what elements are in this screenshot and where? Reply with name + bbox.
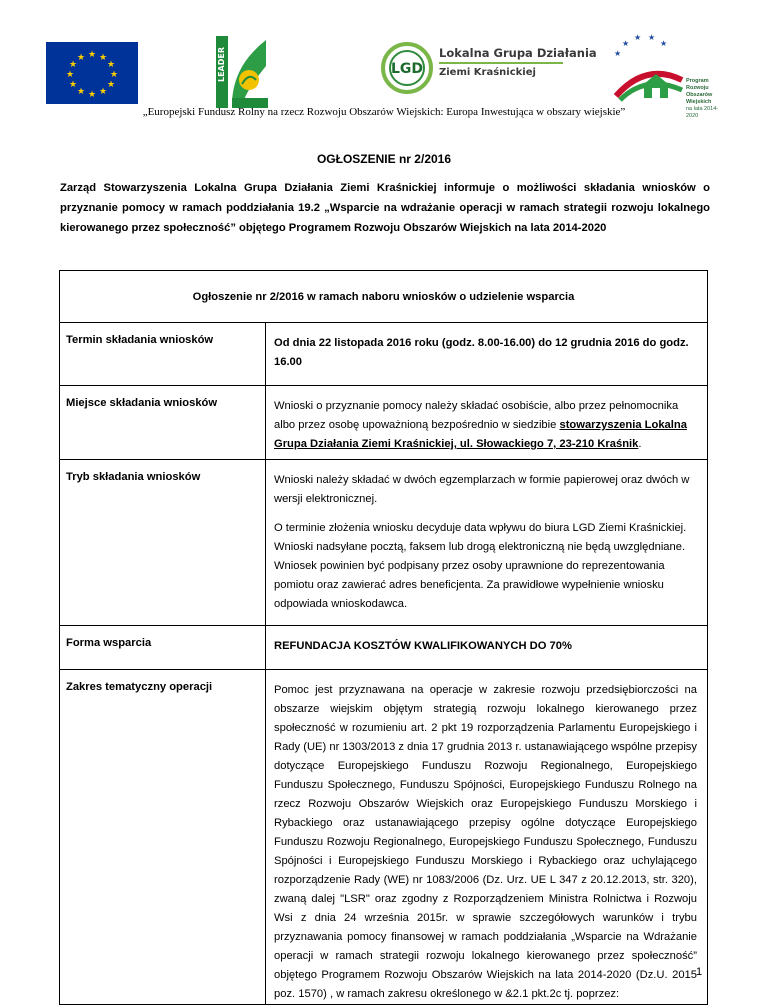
svg-text:★: ★ bbox=[76, 87, 86, 97]
svg-text:★: ★ bbox=[634, 34, 642, 42]
table-row bbox=[60, 271, 708, 323]
announcement-title: OGŁOSZENIE nr 2/2016 bbox=[316, 152, 452, 166]
call-details-table bbox=[59, 270, 708, 1005]
prow-logo bbox=[606, 34, 722, 119]
tryb-paragraph-2: O terminie złożenia wniosku decyduje data wpływu do biura LGD Ziemi Kraśnickiej. Wnioski nadsyłane pocztą, faksem lub drogą elektroniczną nie będą uwzględniane. Wniosek powinien być podpisany przez osoby uprawnione do reprezentowania pomiotu oraz zawierać adres beneficjenta. Za prawidłowe wypełnienie wniosku odpowiada wnioskodawca. bbox=[274, 522, 687, 610]
lgd-name-line1: Lokalna Grupa Działania bbox=[439, 46, 597, 60]
svg-text:★: ★ bbox=[106, 80, 116, 90]
svg-text:★: ★ bbox=[106, 60, 116, 70]
svg-text:★: ★ bbox=[68, 60, 78, 70]
leader-logo bbox=[216, 36, 268, 108]
svg-text:★: ★ bbox=[622, 39, 630, 48]
prow-text: Program Rozwoju Obszarów Wiejskich na lata 2014-2020 bbox=[686, 78, 719, 119]
prow-emblem-icon bbox=[606, 34, 686, 106]
lgd-divider bbox=[439, 62, 563, 64]
tryb-value bbox=[266, 460, 708, 626]
intro-paragraph: Zarząd Stowarzyszenia Lokalna Grupa Działania Ziemi Kraśnickiej informuje o możliwości składania wniosków o przyznanie pomocy w ramach poddziałania 19.2 „Wsparcie na wdrażanie operacji w ramach strategii rozwoju lokalnego kierowanego przez społeczność” objętego Programem Rozwoju Obszarów Wiejskich na lata 2014-2020 bbox=[60, 182, 710, 234]
svg-text:★: ★ bbox=[98, 87, 108, 97]
termin-value: Od dnia 22 listopada 2016 roku (godz. 8.00-16.00) do 12 grudnia 2016 do godz. 16.00 bbox=[266, 323, 708, 386]
eu-flag-logo bbox=[46, 42, 138, 104]
svg-text:★: ★ bbox=[614, 49, 622, 58]
forma-value: REFUNDACJA KOSZTÓW KWALIFIKOWANYCH DO 70% bbox=[266, 626, 708, 670]
miejsce-label: Miejsce składania wniosków bbox=[60, 386, 266, 460]
svg-text:★: ★ bbox=[87, 90, 97, 100]
leader-logo-text: LEADER bbox=[217, 46, 226, 82]
table-row bbox=[60, 460, 708, 626]
office-address-link: stowarzyszenia Lokalna Grupa Działania Ziemi Kraśnickiej, ul. Słowackiego 7, 23-210 Kraśnik bbox=[274, 419, 687, 450]
svg-text:★: ★ bbox=[98, 53, 108, 63]
svg-text:★: ★ bbox=[648, 34, 656, 42]
miejsce-value: Wnioski o przyznanie pomocy należy składać osobiście, albo przez pełnomocnika albo przez osobę upoważnioną bezpośrednio w siedzibie stowarzyszenia Lokalna Grupa Działania Ziemi Kraśnickiej, ul. Słowackiego 7, 23-210 Kraśnik. bbox=[266, 386, 708, 460]
svg-text:★: ★ bbox=[65, 70, 75, 80]
lgd-emblem-icon bbox=[381, 42, 433, 94]
table-row bbox=[60, 386, 708, 460]
lgd-name-line2: Ziemi Kraśnickiej bbox=[439, 67, 536, 78]
termin-label: Termin składania wniosków bbox=[60, 323, 266, 386]
table-row bbox=[60, 626, 708, 670]
forma-label: Forma wsparcia bbox=[60, 626, 266, 670]
table-header: Ogłoszenie nr 2/2016 w ramach naboru wniosków o udzielenie wsparcia bbox=[60, 271, 708, 323]
svg-text:★: ★ bbox=[109, 70, 119, 80]
svg-text:★: ★ bbox=[76, 53, 86, 63]
page-number: 1 bbox=[696, 966, 703, 978]
motto: „Europejski Fundusz Rolny na rzecz Rozwoju Obszarów Wiejskich: Europa Inwestująca w obszary wiejskie” bbox=[142, 106, 626, 118]
zakres-value: Pomoc jest przyznawana na operacje w zakresie rozwoju przedsiębiorczości na obszarze wiejskim objętym strategią rozwoju lokalnego kierowanego przez społeczność w rozumieniu art. 2 pkt 19 rozporządzenia Parlamentu Europejskiego i Rady (UE) nr 1303/2013 z dnia 17 grudnia 2013 r. ustanawiającego wspólne przepisy dotyczące Europejskiego Funduszu Rozwoju Regionalnego, Europejskiego Funduszu Społecznego, Funduszu Spójności, Europejskiego Funduszu Rolnego na rzecz Rozwoju Obszarów Wiejskich oraz Europejskiego Funduszu Morskiego i Rybackiego oraz ustanawiającego przepisy ogólne dotyczące Europejskiego Funduszu Rozwoju Regionalnego, Europejskiego Funduszu Społecznego, Funduszu Spójności i Europejskiego Funduszu Morskiego i Rybackiego oraz uchylającego rozporządzenie Rady (WE) nr 1083/2006 (Dz. Urz. UE L 347 z 20.12.2013, str. 320), zwaną dalej "LSR" oraz zgodny z Rozporządzeniem Ministra Rolnictwa i Rozwoju Wsi z dnia 24 września 2015r. w sprawie szczegółowych warunków i trybu przyznawania pomocy finansowej w ramach poddziałania „Wsparcie na Wdrażanie operacji w ramach strategii rozwoju lokalnego kierowanego przez społeczność” objętego Programem Rozwoju Obszarów Wiejskich na lata 2014-2020 (Dz.U. 2015 poz. 1570) , w ramach zakresu określonego w &2.1 pkt.2c tj. poprzez: bbox=[266, 670, 708, 1005]
zakres-label: Zakres tematyczny operacji bbox=[60, 670, 266, 1005]
tryb-paragraph-1: Wnioski należy składać w dwóch egzemplarzach w formie papierowej oraz dwóch w wersji elektronicznej. bbox=[274, 474, 690, 505]
svg-text:★: ★ bbox=[68, 80, 78, 90]
table-row bbox=[60, 670, 708, 1005]
tryb-label: Tryb składania wniosków bbox=[60, 460, 266, 626]
svg-text:★: ★ bbox=[87, 50, 97, 60]
svg-text:★: ★ bbox=[660, 39, 668, 48]
table-row bbox=[60, 323, 708, 386]
lgd-logo bbox=[381, 40, 597, 96]
lgd-abbr: LGD bbox=[390, 61, 424, 77]
